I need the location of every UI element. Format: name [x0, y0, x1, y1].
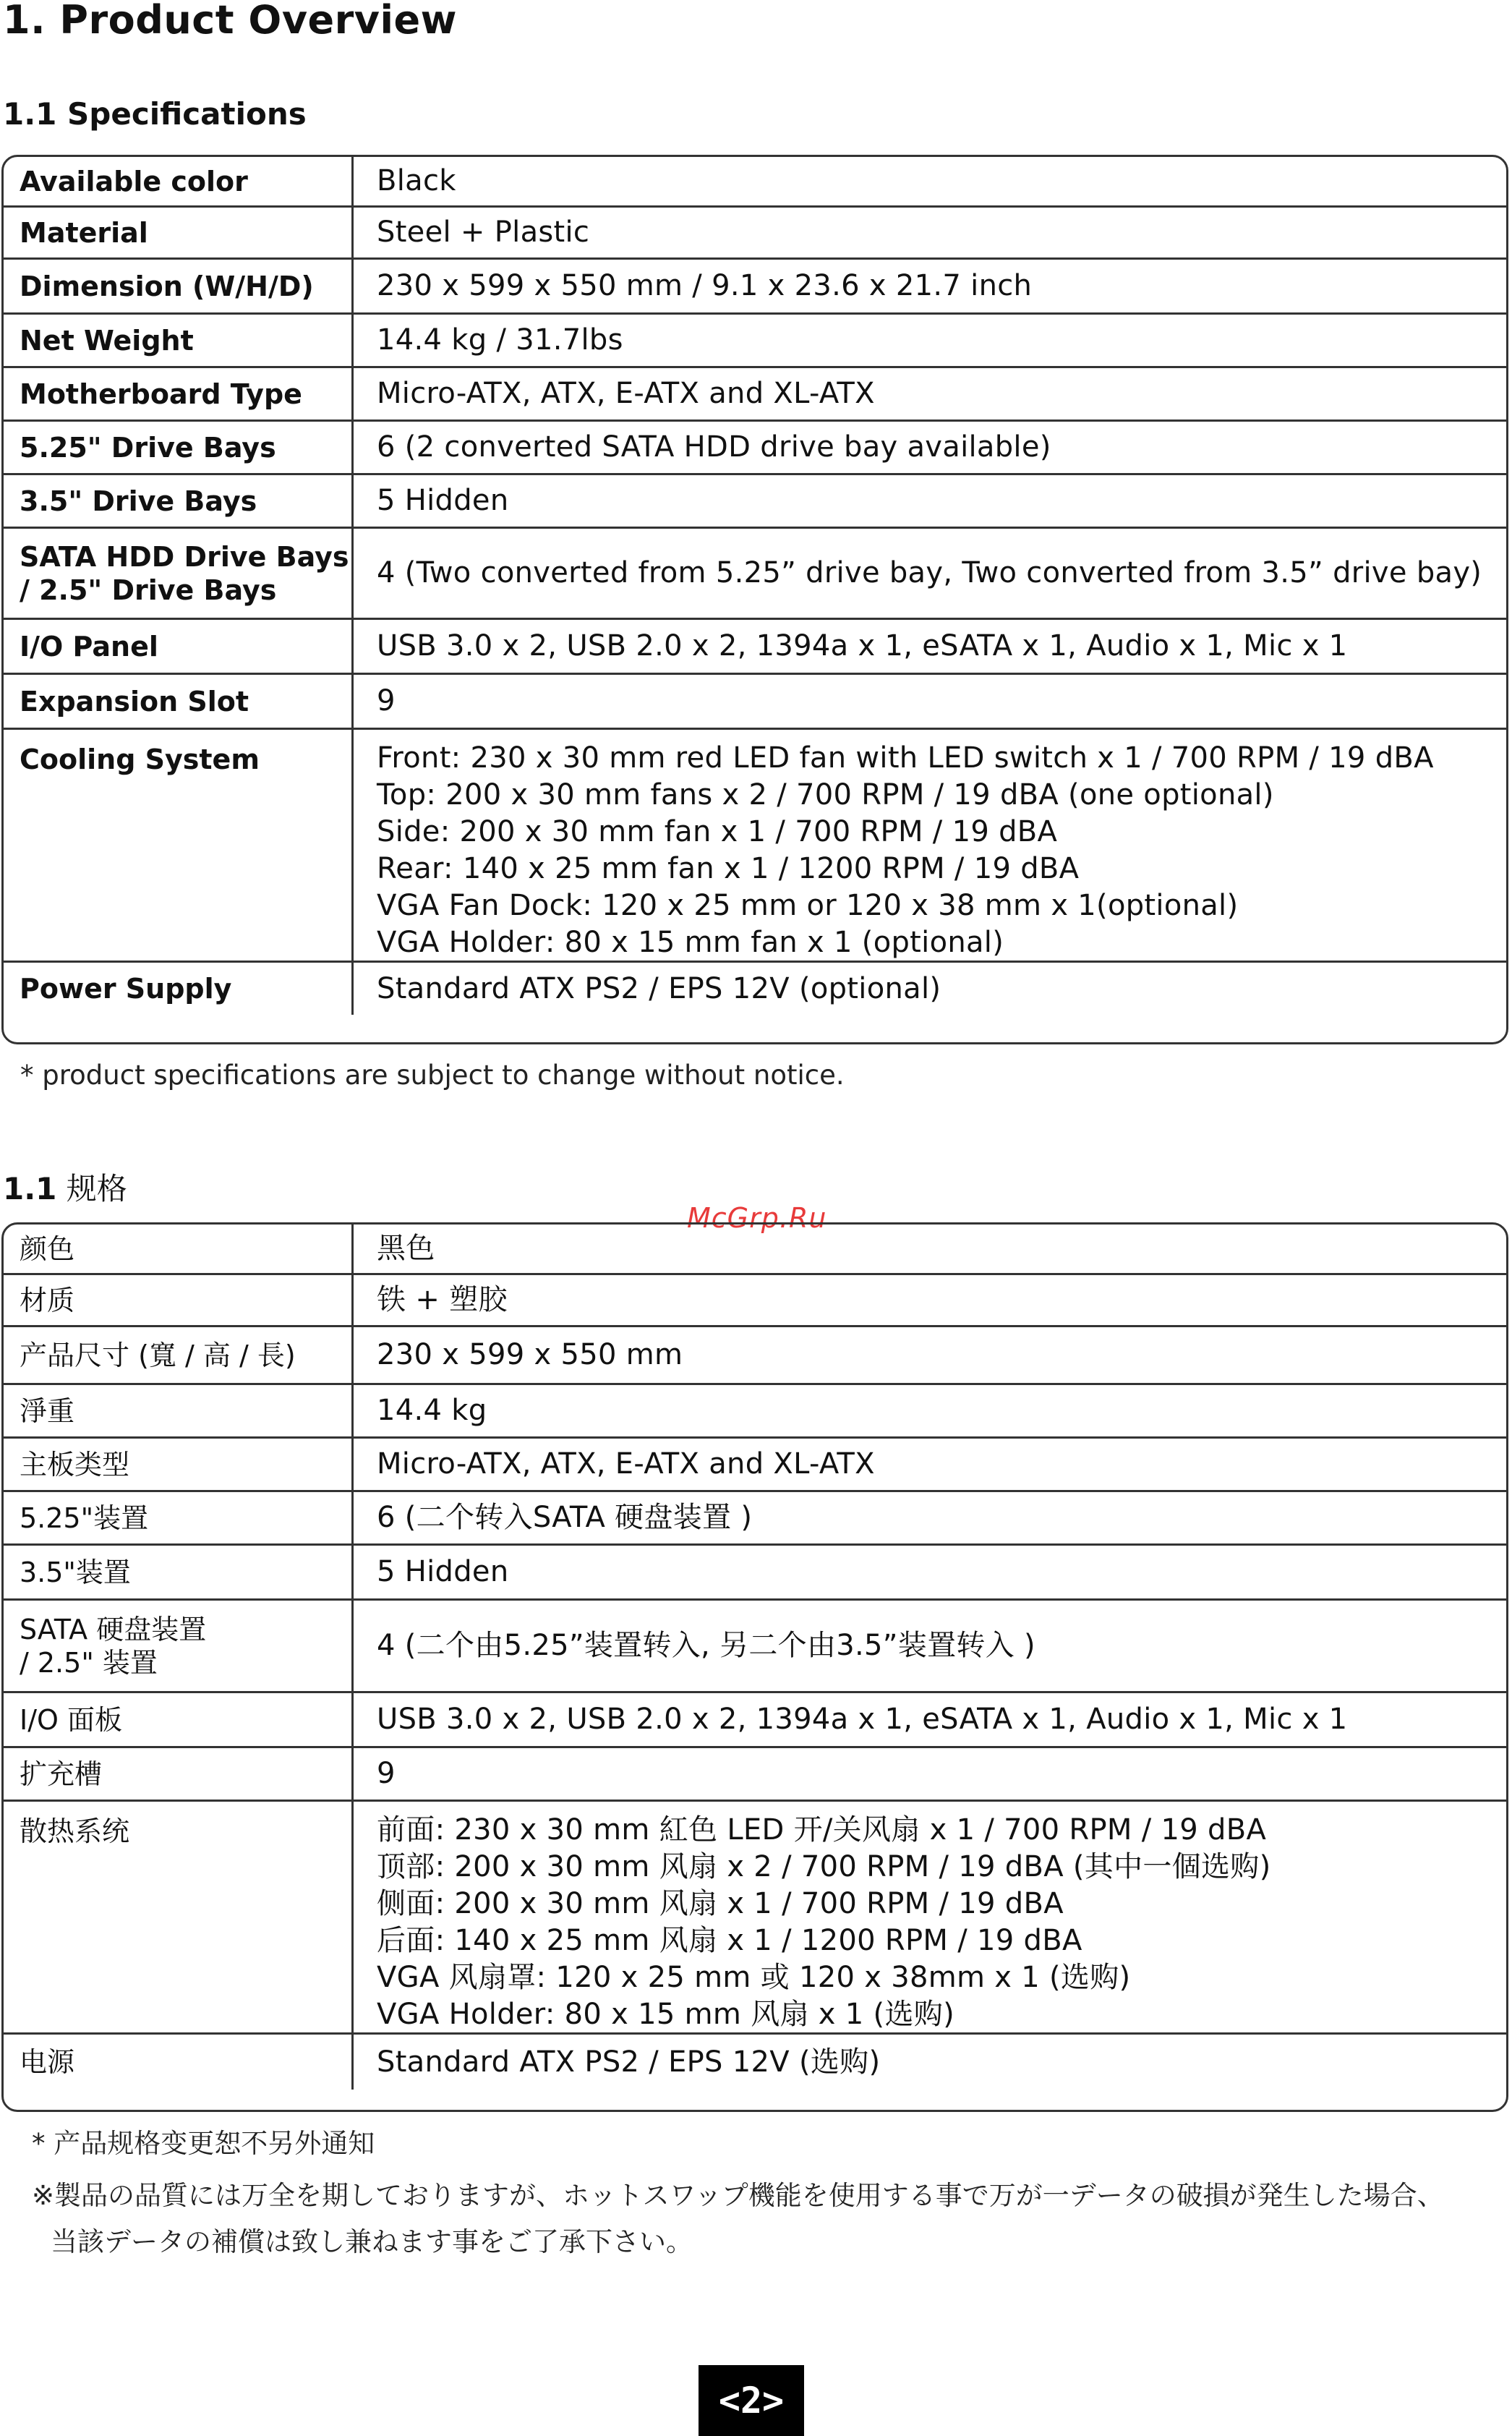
spec-row	[4, 208, 1506, 260]
spec-value	[354, 529, 1506, 618]
spec-label-text: Available color	[20, 165, 248, 197]
spec-row	[4, 675, 1506, 730]
spec-value	[354, 1439, 1506, 1490]
spec-label-text: 3.5" Drive Bays	[20, 485, 257, 517]
spec-value-line: 14.4 kg / 31.7lbs	[377, 323, 623, 357]
section-heading-specifications: 1.1 Specifications	[3, 96, 307, 132]
spec-table-english	[1, 155, 1508, 1044]
page-title: 1. Product Overview	[3, 0, 457, 43]
spec-row	[4, 2035, 1506, 2090]
spec-value-line: Rear: 140 x 25 mm fan x 1 / 1200 RPM / 19 dBA	[377, 852, 1080, 885]
spec-label-text: 主板类型	[20, 1448, 130, 1481]
spec-value-line: Front: 230 x 30 mm red LED fan with LED switch x 1 / 700 RPM / 19 dBA	[377, 741, 1434, 775]
spec-value-line: 230 x 599 x 550 mm / 9.1 x 23.6 x 21.7 inch	[377, 269, 1033, 302]
spec-label-text: 5.25"装置	[20, 1502, 149, 1534]
spec-value-line: 前面: 230 x 30 mm 紅色 LED 开/关风扇 x 1 / 700 RPM / 19 dBA	[377, 1813, 1267, 1847]
spec-value	[354, 1748, 1506, 1800]
spec-row	[4, 1546, 1506, 1601]
spec-row	[4, 1601, 1506, 1693]
spec-label	[4, 620, 354, 673]
spec-row	[4, 475, 1506, 529]
spec-label	[4, 1225, 354, 1273]
spec-value-line: VGA Fan Dock: 120 x 25 mm or 120 x 38 mm x 1(optional)	[377, 889, 1239, 922]
spec-label-text: I/O 面板	[20, 1703, 122, 1736]
page-number: <2>	[699, 2365, 804, 2436]
spec-row	[4, 1439, 1506, 1492]
heading-text: 规格	[66, 1171, 127, 1206]
spec-value-line: VGA 风扇罩: 120 x 25 mm 或 120 x 38mm x 1 (选购)	[377, 1961, 1131, 1994]
spec-value-line: USB 3.0 x 2, USB 2.0 x 2, 1394a x 1, eSATA x 1, Audio x 1, Mic x 1	[377, 629, 1348, 663]
spec-label-text: 散热系统	[20, 1815, 130, 1847]
spec-row	[4, 963, 1506, 1015]
spec-value	[354, 1327, 1506, 1383]
spec-value	[354, 730, 1506, 961]
spec-label	[4, 157, 354, 205]
spec-value	[354, 675, 1506, 728]
spec-row	[4, 1693, 1506, 1748]
spec-value	[354, 260, 1506, 312]
spec-label-text: Material	[20, 216, 148, 249]
spec-row	[4, 422, 1506, 475]
spec-label-text: 材质	[20, 1284, 75, 1316]
spec-label	[4, 422, 354, 473]
spec-label-text: Motherboard Type	[20, 378, 302, 410]
spec-label	[4, 963, 354, 1015]
spec-row	[4, 315, 1506, 368]
spec-value	[354, 422, 1506, 473]
spec-value	[354, 157, 1506, 205]
spec-label-text: 3.5"装置	[20, 1556, 131, 1588]
spec-label	[4, 1802, 354, 2032]
spec-value	[354, 620, 1506, 673]
spec-label	[4, 730, 354, 961]
spec-value-line: 后面: 140 x 25 mm 风扇 x 1 / 1200 RPM / 19 dBA	[377, 1924, 1082, 1957]
spec-value-line: 铁 + 塑胶	[377, 1283, 508, 1316]
spec-value	[354, 208, 1506, 257]
spec-label	[4, 1748, 354, 1800]
spec-label	[4, 529, 354, 618]
spec-label	[4, 1693, 354, 1746]
spec-value-line: 5 Hidden	[377, 484, 509, 517]
spec-label-text: 颜色	[20, 1232, 75, 1265]
footnote-japanese-line-2: 当該データの補償は致し兼ねます事をご了承下さい。	[51, 2226, 693, 2257]
spec-label	[4, 1385, 354, 1436]
spec-row	[4, 1492, 1506, 1546]
spec-label	[4, 475, 354, 527]
spec-label-text: Power Supply	[20, 973, 232, 1005]
spec-value-line: Side: 200 x 30 mm fan x 1 / 700 RPM / 19 dBA	[377, 815, 1058, 848]
spec-label	[4, 1601, 354, 1691]
spec-row	[4, 1748, 1506, 1802]
spec-label	[4, 1439, 354, 1490]
spec-value	[354, 1693, 1506, 1746]
spec-value	[354, 1385, 1506, 1436]
spec-value-line: 6 (2 converted SATA HDD drive bay available)	[377, 430, 1051, 464]
spec-value	[354, 315, 1506, 366]
spec-row	[4, 529, 1506, 620]
spec-value-line: Micro-ATX, ATX, E-ATX and XL-ATX	[377, 377, 875, 410]
spec-value-line: Micro-ATX, ATX, E-ATX and XL-ATX	[377, 1447, 875, 1481]
spec-value-line: 9	[377, 1757, 396, 1790]
spec-label-text: 电源	[20, 2046, 75, 2078]
spec-row	[4, 260, 1506, 315]
spec-label-text: Expansion Slot	[20, 685, 249, 717]
spec-label-text: Cooling System	[20, 744, 260, 775]
spec-row	[4, 1385, 1506, 1439]
spec-value-line: 黑色	[377, 1232, 435, 1265]
spec-label-text: SATA 硬盘装置 / 2.5" 装置	[20, 1613, 207, 1679]
spec-label	[4, 2035, 354, 2090]
spec-label-text: 扩充槽	[20, 1758, 103, 1790]
spec-label	[4, 1327, 354, 1383]
footnote-english: * product specifications are subject to change without notice.	[20, 1060, 845, 1091]
spec-value-line: 5 Hidden	[377, 1555, 509, 1588]
footnote-chinese: * 产品规格变更恕不另外通知	[32, 2128, 375, 2159]
spec-value-line: VGA Holder: 80 x 15 mm fan x 1 (optional)	[377, 926, 1004, 959]
spec-row	[4, 1327, 1506, 1385]
spec-value-line: Standard ATX PS2 / EPS 12V (选购)	[377, 2045, 881, 2079]
spec-label	[4, 315, 354, 366]
footnote-japanese-line-1: ※製品の品質には万全を期しておりますが、ホットスワップ機能を使用する事で万が一データの破損が発生した場合、	[32, 2180, 1444, 2211]
spec-value	[354, 2035, 1506, 2090]
spec-value-line: Black	[377, 164, 456, 197]
spec-value-line: Standard ATX PS2 / EPS 12V (optional)	[377, 971, 941, 1005]
section-heading-chinese	[3, 1172, 127, 1206]
spec-label-text: 淨重	[20, 1394, 75, 1427]
spec-label	[4, 260, 354, 312]
spec-value-line: 14.4 kg	[377, 1394, 487, 1427]
spec-label-text: Net Weight	[20, 324, 194, 357]
spec-row	[4, 730, 1506, 963]
spec-label	[4, 368, 354, 420]
spec-value-line: 4 (Two converted from 5.25” drive bay, Two converted from 3.5” drive bay)	[377, 556, 1482, 589]
spec-label	[4, 675, 354, 728]
spec-value-line: 侧面: 200 x 30 mm 风扇 x 1 / 700 RPM / 19 dBA	[377, 1887, 1064, 1920]
spec-value	[354, 1492, 1506, 1543]
spec-label	[4, 1492, 354, 1543]
spec-value	[354, 1275, 1506, 1325]
spec-value-line: Steel + Plastic	[377, 216, 590, 249]
spec-row	[4, 1275, 1506, 1327]
spec-value-line: 6 (二个转入SATA 硬盘装置 )	[377, 1501, 753, 1534]
spec-value	[354, 1546, 1506, 1598]
spec-row	[4, 157, 1506, 208]
spec-value	[354, 368, 1506, 420]
spec-label	[4, 208, 354, 257]
spec-value-line: USB 3.0 x 2, USB 2.0 x 2, 1394a x 1, eSATA x 1, Audio x 1, Mic x 1	[377, 1703, 1348, 1736]
spec-label-text: 产品尺寸 (寬 / 高 / 長)	[20, 1339, 296, 1371]
spec-label	[4, 1275, 354, 1325]
spec-row	[4, 1802, 1506, 2035]
spec-value-line: 顶部: 200 x 30 mm 风扇 x 2 / 700 RPM / 19 dBA (其中一個选购)	[377, 1850, 1271, 1883]
spec-label-text: Dimension (W/H/D)	[20, 270, 314, 302]
spec-row	[4, 368, 1506, 422]
spec-value	[354, 1601, 1506, 1691]
spec-value-line: 230 x 599 x 550 mm	[377, 1338, 683, 1371]
spec-value-line: 4 (二个由5.25”装置转入, 另二个由3.5”装置转入 )	[377, 1629, 1035, 1662]
spec-value-line: Top: 200 x 30 mm fans x 2 / 700 RPM / 19 dBA (one optional)	[377, 778, 1274, 812]
spec-label	[4, 1546, 354, 1598]
watermark: McGrp.Ru	[687, 1202, 827, 1234]
heading-number: 1.1	[3, 1171, 57, 1206]
spec-value	[354, 1225, 1506, 1273]
spec-table-chinese	[1, 1222, 1508, 2112]
spec-row	[4, 620, 1506, 675]
spec-value	[354, 963, 1506, 1015]
spec-label-text: SATA HDD Drive Bays / 2.5" Drive Bays	[20, 540, 349, 606]
spec-label-text: I/O Panel	[20, 630, 158, 663]
spec-value	[354, 1802, 1506, 2032]
spec-value	[354, 475, 1506, 527]
spec-row	[4, 1225, 1506, 1275]
spec-value-line: VGA Holder: 80 x 15 mm 风扇 x 1 (选购)	[377, 1998, 954, 2031]
spec-label-text: 5.25" Drive Bays	[20, 431, 276, 464]
spec-value-line: 9	[377, 684, 396, 717]
